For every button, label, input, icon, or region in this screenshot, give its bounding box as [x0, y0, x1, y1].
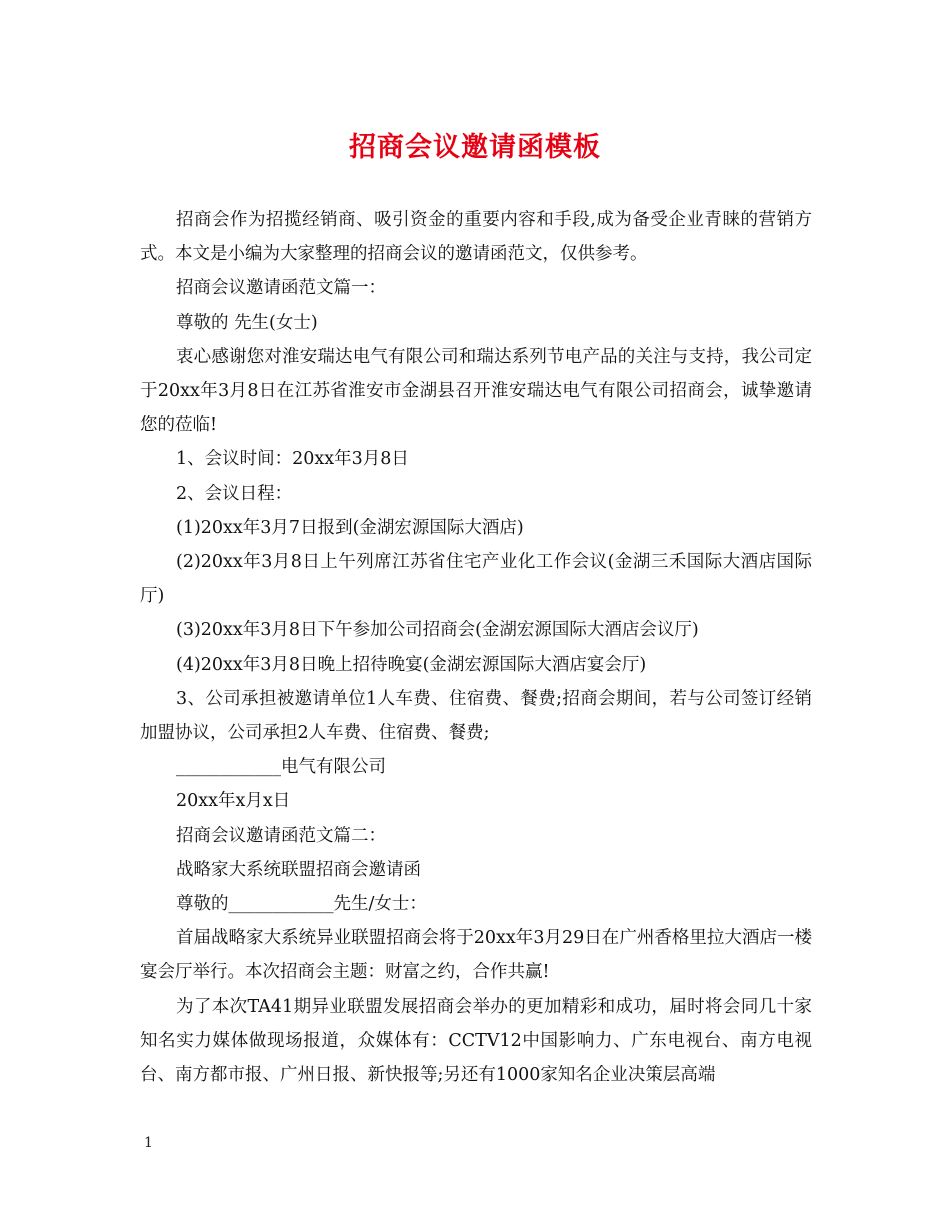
paragraph-intro: 招商会作为招揽经销商、吸引资金的重要内容和手段,成为备受企业青睐的营销方式。本文是小编为大家整理的招商会议的邀请函范文，仅供参考。 — [140, 210, 812, 265]
paragraph-media-coverage: 为了本次TA41期异业联盟发展招商会举办的更加精彩和成功，届时将会同几十家知名实力媒体做现场报道，众媒体有：CCTV12中国影响力、广东电视台、南方电视台、南方都市报、广州日报、新快报等;另还有1000家知名企业决策层高端 — [140, 996, 812, 1086]
paragraph-agenda-heading: 2、会议日程： — [176, 483, 293, 504]
paragraph-salutation: 尊敬的 先生(女士) — [176, 312, 318, 333]
document-body — [140, 203, 812, 1092]
document-title: 招商会议邀请函模板 — [349, 132, 601, 163]
paragraph-event-announcement: 首届战略家大系统异业联盟招商会将于20xx年3月29日在广州香格里拉大酒店一楼宴会厅举行。本次招商会主题：财富之约，合作共赢! — [140, 928, 812, 983]
paragraph-letter-title: 战略家大系统联盟招商会邀请函 — [176, 859, 421, 880]
paragraph-date: 20xx年x月x日 — [176, 791, 291, 812]
paragraph-agenda-item-2: (2)20xx年3月8日上午列席江苏省住宅产业化工作会议(金湖三禾国际大酒店国际厅) — [140, 552, 812, 607]
paragraph-expenses: 3、公司承担被邀请单位1人车费、住宿费、餐费;招商会期间，若与公司签订经销加盟协议，公司承担2人车费、住宿费、餐费; — [140, 688, 812, 744]
page-number: 1 — [144, 1135, 153, 1151]
paragraph-sample-two-heading: 招商会议邀请函范文篇二： — [176, 825, 386, 846]
paragraph-agenda-item-1: (1)20xx年3月7日报到(金湖宏源国际大酒店) — [176, 517, 524, 538]
paragraph-company-signature: ____________电气有限公司 — [176, 757, 386, 778]
paragraph-agenda-item-3: (3)20xx年3月8日下午参加公司招商会(金湖宏源国际大酒店会议厅) — [176, 620, 699, 641]
paragraph-salutation-two: 尊敬的____________先生/女士： — [176, 894, 427, 915]
paragraph-sample-one-heading: 招商会议邀请函范文篇一： — [176, 278, 386, 299]
paragraph-invitation: 衷心感谢您对淮安瑞达电气有限公司和瑞达系列节电产品的关注与支持，我公司定于20xx年3月8日在江苏省淮安市金湖县召开淮安瑞达电气有限公司招商会，诚挚邀请您的莅临! — [140, 346, 812, 436]
paragraph-meeting-time: 1、会议时间：20xx年3月8日 — [176, 449, 409, 470]
paragraph-agenda-item-4: (4)20xx年3月8日晚上招待晚宴(金湖宏源国际大酒店宴会厅) — [176, 654, 647, 675]
